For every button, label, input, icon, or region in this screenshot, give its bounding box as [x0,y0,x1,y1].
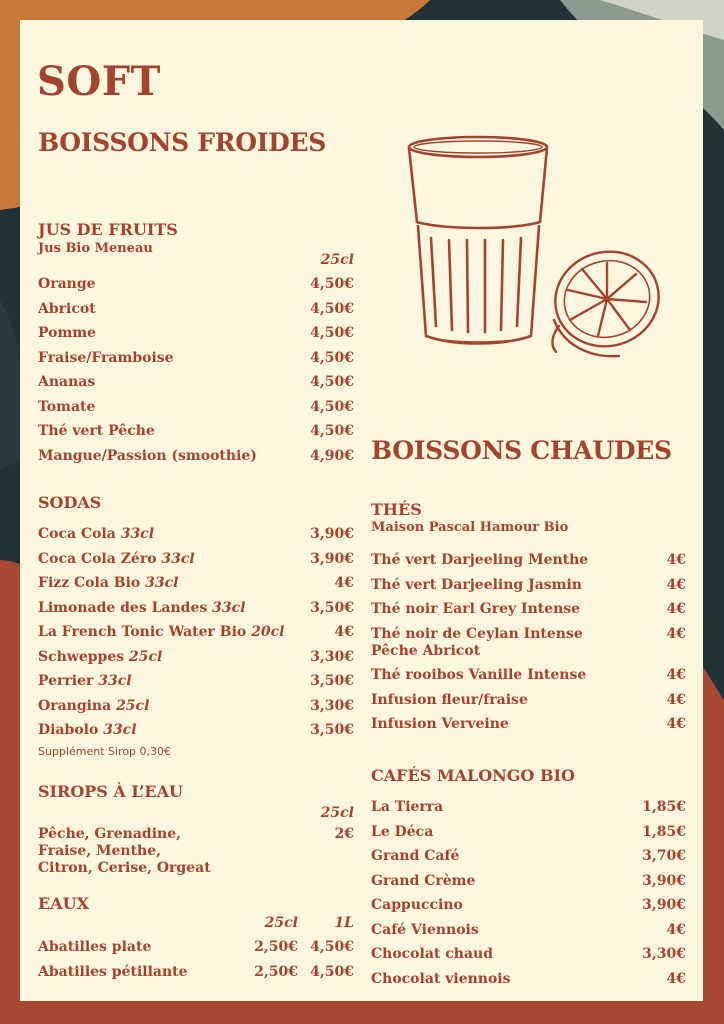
menu-item [371,946,686,963]
juices-list [38,276,354,472]
menu-item-label: Infusion fleur/fraise [371,691,528,708]
menu-item [38,448,354,465]
menu-item-label: La Tierra [371,799,444,815]
menu-item-price: 4€ [666,970,686,987]
menu-item [38,722,354,739]
menu-item-label: Diabolo [38,722,99,738]
menu-item-name [371,601,606,618]
menu-item-name [371,667,606,684]
menu-item-volume: 20cl [251,624,285,640]
menu-item-label: Le Déca [371,823,434,840]
menu-item-price: 3,30€ [642,946,686,962]
menu-item-name [371,873,475,890]
menu-item-name [371,897,463,914]
coffees-title: CAFÉS MALONGO BIO [371,766,575,785]
juices-size-header: 25cl [320,252,354,268]
menu-item-name [38,423,155,440]
menu-item-label: Mangue/Passion (smoothie) [38,447,257,464]
juices-subtitle: Jus Bio Meneau [38,241,153,256]
menu-item-name [38,325,96,342]
syrups-size-header: 25cl [320,805,354,821]
menu-item-volume: 33cl [161,550,195,567]
menu-item-name [38,575,178,592]
menu-item [38,374,354,391]
menu-item-name [371,692,606,709]
menu-item-price: 4,50€ [310,374,354,390]
menu-item-price: 4€ [666,716,686,732]
menu-item-label: Infusion Verveine [371,716,509,732]
menu-item-volume: 33cl [120,526,155,542]
menu-item-name [371,971,511,988]
menu-item-name [38,551,195,568]
syrups-title: SIROPS À L’EAU [38,782,183,801]
menu-item-label: Orangina [38,697,112,714]
menu-item [371,577,686,594]
menu-item-name [371,577,606,594]
menu-item-label: Fraise/Framboise [38,349,174,366]
menu-item-label: Thé rooibos Vanille Intense [371,667,587,683]
menu-item-name [38,673,132,690]
water-item-name: Abatilles pétillante [38,963,188,980]
menu-item-label: Schweppes [38,648,125,665]
menu-item-label: Ananas [38,374,96,390]
menu-item-price: 4,90€ [310,447,354,464]
menu-item-price: 4€ [666,552,686,568]
menu-item-price: 4€ [334,575,354,591]
menu-item-name [38,624,284,641]
menu-item-label: Grand Crème [371,872,476,889]
syrup-supplement-note: Supplément Sirop 0,30€ [38,745,172,758]
syrups-flavors: Pêche, Grenadine, Fraise, Menthe, Citron, Cerise, Orgeat [38,826,211,876]
sodas-title: SODAS [38,493,102,512]
menu-item-name [38,276,96,293]
menu-item [371,848,686,865]
menu-item-name [371,946,493,963]
menu-item-volume: 33cl [103,722,137,738]
menu-item [371,824,686,841]
menu-item-name [371,824,433,841]
menu-item-name [38,399,95,416]
menu-item-price: 4,50€ [310,349,354,366]
menu-item [371,552,686,569]
menu-item-price: 4€ [666,691,686,708]
menu-item-price: 4€ [666,576,686,593]
menu-item [371,897,686,914]
menu-item [38,423,354,440]
menu-item-price: 4,50€ [310,300,354,317]
menu-item-name [371,922,479,939]
menu-item-price: 3,50€ [310,722,354,738]
menu-item-label: Perrier [38,673,94,689]
menu-item-name [38,374,95,391]
menu-item-price: 3,50€ [310,673,354,689]
menu-item-label: Chocolat viennois [371,970,511,987]
menu-item-price: 4€ [666,921,686,938]
menu-item-label: Pomme [38,325,97,341]
menu-item-price: 3,30€ [310,697,354,714]
menu-item [371,799,686,816]
menu-item-price: 4,50€ [310,398,354,415]
menu-item-label: Grand Café [371,848,460,864]
menu-item [38,276,354,293]
coffees-list [371,799,686,995]
menu-item-price: 4,50€ [310,423,354,439]
waters-size-header-1: 25cl [264,915,298,931]
menu-item-price: 3,90€ [642,897,686,913]
menu-item-price: 4,50€ [310,325,354,341]
water-item-name: Abatilles plate [38,939,152,955]
menu-item-volume: 25cl [116,697,150,714]
menu-item-volume: 33cl [212,599,246,616]
teas-title: THÉS [371,500,422,519]
syrups-row [38,826,354,877]
menu-item-price: 4€ [666,667,686,683]
menu-item-volume: 25cl [129,648,163,665]
menu-item-name [371,848,459,865]
menu-item-volume: 33cl [145,575,179,591]
menu-item-label: Abricot [38,300,96,317]
menu-item-volume: 33cl [98,673,132,689]
menu-item [371,922,686,939]
menu-item-label: Thé vert Darjeeling Jasmin [371,576,582,593]
syrups-price: 2€ [334,826,354,842]
menu-item-label: Café Viennois [371,921,479,938]
menu-item-label: Tomate [38,398,96,415]
water-item-price-1l: 4,50€ [310,963,354,980]
menu-item-label: Thé vert Pêche [38,423,155,439]
menu-item-price: 3,90€ [642,872,686,889]
menu-item [371,716,686,733]
menu-item-label: Thé noir de Ceylan Intense Pêche Abricot [371,625,583,659]
menu-item-label: Cappuccino [371,897,463,913]
menu-item [371,667,686,684]
menu-item [38,350,354,367]
menu-item-label: Coca Cola [38,526,116,542]
menu-item-price: 3,70€ [642,848,686,864]
menu-item [38,526,354,543]
menu-item [38,575,354,592]
menu-item [38,698,354,715]
menu-item-price: 3,50€ [310,599,354,616]
menu-item-name [38,649,162,666]
menu-item-price: 1,85€ [642,823,686,840]
menu-item-label: Thé vert Darjeeling Menthe [371,552,589,568]
menu-item-name [38,600,245,617]
drinks-illustration [404,130,670,362]
menu-item [38,399,354,416]
menu-item-name [38,698,149,715]
sodas-list [38,526,354,747]
menu-item [371,601,686,618]
menu-item [371,692,686,709]
menu-item-price: 1,85€ [642,799,686,815]
menu-item-name [371,799,443,816]
menu-item [38,624,354,641]
menu-item-name [371,716,606,733]
glass-icon [409,137,547,344]
menu-item-name [38,448,257,465]
menu-item-name [371,552,606,569]
juices-title: JUS DE FRUITS [38,220,178,239]
menu-item [371,873,686,890]
menu-item-label: Orange [38,276,96,292]
menu-item-name [38,301,96,318]
water-item-price-25cl: 2,50€ [254,963,298,980]
menu-item [38,673,354,690]
menu-item-price: 3,30€ [310,648,354,665]
menu-item-label: Coca Cola Zéro [38,550,157,567]
orange-slice-icon [545,240,670,358]
menu-item [371,971,686,988]
menu-item-label: Chocolat chaud [371,946,493,962]
teas-list [371,552,686,741]
waters-size-header-2: 1L [334,915,354,931]
menu-item-label: Thé noir Earl Grey Intense [371,601,581,617]
water-item-price-25cl: 2,50€ [254,939,298,955]
menu-item-label: Fizz Cola Bio [38,575,141,591]
menu-item [38,325,354,342]
menu-item-price: 4€ [666,601,686,617]
water-item-price-1l: 4,50€ [310,939,354,955]
cold-drinks-title: BOISSONS FROIDES [38,128,326,157]
menu-item-name [38,722,137,739]
menu-item-name [371,626,606,660]
menu-item [38,600,354,617]
menu-item-name [38,350,174,367]
menu-item-price: 4€ [334,624,354,640]
teas-subtitle: Maison Pascal Hamour Bio [371,520,569,535]
menu-item-price: 4€ [666,625,686,642]
menu-item [38,551,354,568]
menu-item [371,626,686,660]
waters-title: EAUX [38,894,89,913]
hot-drinks-title: BOISSONS CHAUDES [371,436,672,465]
menu-item-price: 3,90€ [310,526,354,542]
menu-item [38,301,354,318]
menu-item-price: 4,50€ [310,276,354,292]
page-title: SOFT [37,58,161,105]
menu-item [38,649,354,666]
menu-item-price: 3,90€ [310,550,354,567]
menu-item-label: Limonade des Landes [38,599,208,616]
menu-item-name [38,526,154,543]
menu-item-label: La French Tonic Water Bio [38,624,247,640]
